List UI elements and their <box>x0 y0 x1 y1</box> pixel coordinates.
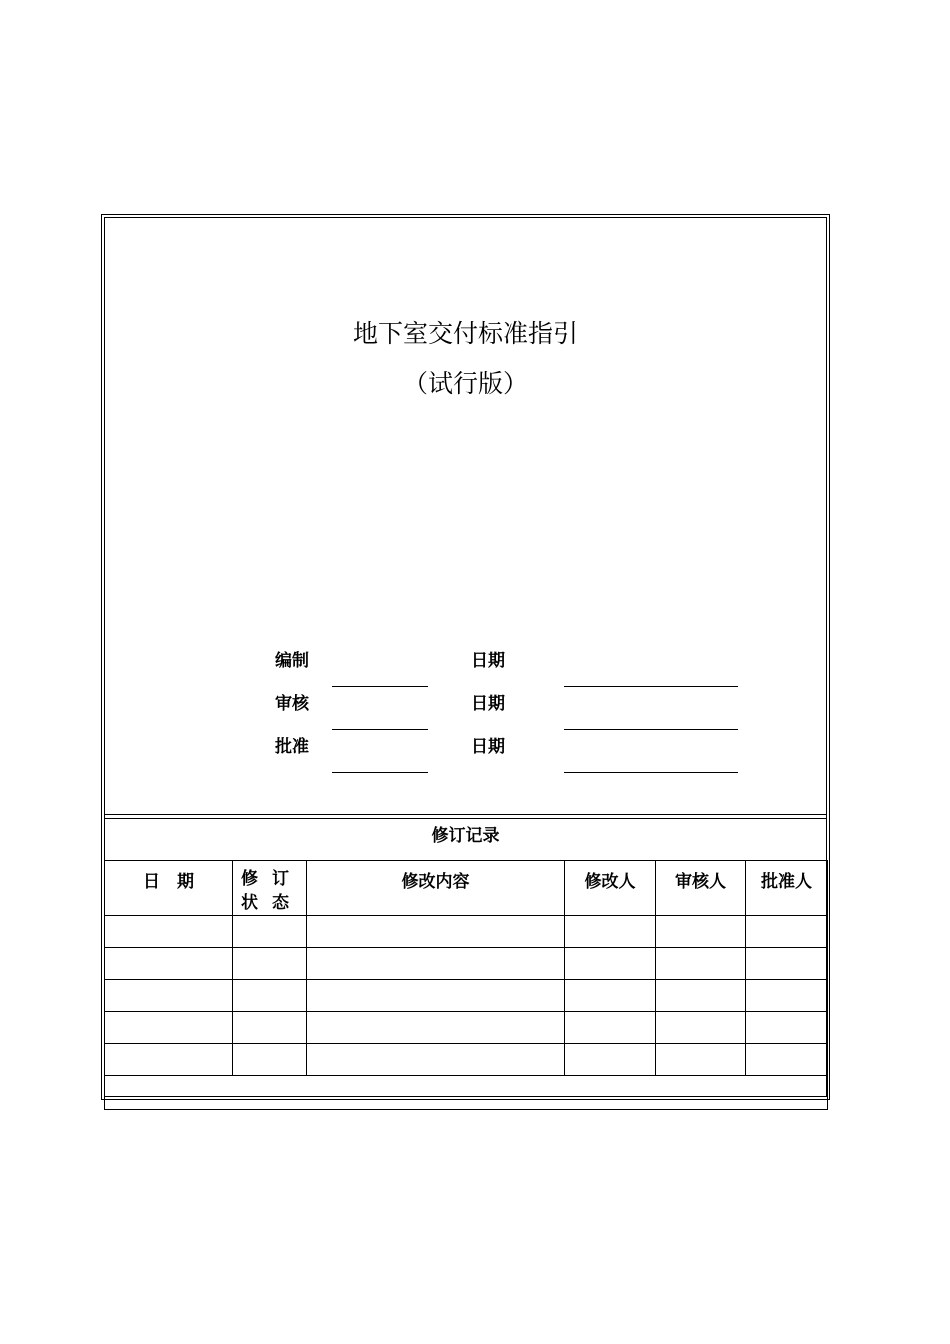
table-cell[interactable] <box>746 916 828 948</box>
header-change-content: 修改内容 <box>307 861 565 916</box>
table-row <box>105 916 828 948</box>
table-cell[interactable] <box>746 1012 828 1044</box>
table-cell[interactable] <box>746 948 828 980</box>
table-cell[interactable] <box>307 980 565 1012</box>
signoff-line-approve[interactable] <box>332 772 428 773</box>
header-revision-status: 修订状态 <box>233 861 307 916</box>
table-cell[interactable] <box>565 1044 656 1076</box>
section-divider-bottom <box>104 818 827 819</box>
table-cell[interactable] <box>656 1044 746 1076</box>
signoff-line-review[interactable] <box>332 729 428 730</box>
table-cell[interactable] <box>656 916 746 948</box>
section-divider-top <box>104 814 827 815</box>
table-cell[interactable] <box>233 1012 307 1044</box>
table-cell[interactable] <box>307 1012 565 1044</box>
table-cell[interactable] <box>233 980 307 1012</box>
table-cell[interactable] <box>565 916 656 948</box>
header-reviewer: 审核人 <box>656 861 746 916</box>
document-subtitle: （试行版） <box>402 369 528 398</box>
signoff-line-compile[interactable] <box>332 686 428 687</box>
signoff-label-review: 审核 <box>275 694 309 714</box>
table-cell[interactable] <box>105 916 233 948</box>
table-cell[interactable] <box>307 916 565 948</box>
table-cell[interactable] <box>746 980 828 1012</box>
document-title: 地下室交付标准指引 <box>352 319 578 348</box>
header-modifier: 修改人 <box>565 861 656 916</box>
table-cell[interactable] <box>656 1012 746 1044</box>
signoff-date-line-approve[interactable] <box>564 772 738 773</box>
table-cell[interactable] <box>656 980 746 1012</box>
revision-record-title: 修订记录 <box>431 826 500 846</box>
table-cell[interactable] <box>233 916 307 948</box>
table-row <box>105 1044 828 1076</box>
table-row <box>105 1012 828 1044</box>
table-cell[interactable] <box>565 1012 656 1044</box>
table-cell[interactable] <box>565 948 656 980</box>
table-cell[interactable] <box>656 948 746 980</box>
signoff-date-label-compile: 日期 <box>471 651 505 671</box>
table-cell[interactable] <box>233 948 307 980</box>
revision-table <box>104 860 828 1110</box>
table-cell[interactable] <box>746 1044 828 1076</box>
table-cell[interactable] <box>105 1044 233 1076</box>
table-row <box>105 980 828 1012</box>
table-footer-row <box>105 1076 828 1110</box>
table-cell[interactable] <box>307 1044 565 1076</box>
table-footer-cell <box>105 1076 828 1110</box>
header-date: 日 期 <box>105 861 233 916</box>
table-cell[interactable] <box>307 948 565 980</box>
revision-table-header-row <box>105 861 828 916</box>
signoff-date-label-review: 日期 <box>471 694 505 714</box>
table-cell[interactable] <box>233 1044 307 1076</box>
signoff-date-line-compile[interactable] <box>564 686 738 687</box>
table-row <box>105 948 828 980</box>
header-approver: 批准人 <box>746 861 828 916</box>
signoff-label-compile: 编制 <box>275 651 309 671</box>
table-cell[interactable] <box>105 980 233 1012</box>
table-cell[interactable] <box>105 1012 233 1044</box>
signoff-date-line-review[interactable] <box>564 729 738 730</box>
table-cell[interactable] <box>105 948 233 980</box>
signoff-date-label-approve: 日期 <box>471 737 505 757</box>
signoff-label-approve: 批准 <box>275 737 309 757</box>
table-cell[interactable] <box>565 980 656 1012</box>
